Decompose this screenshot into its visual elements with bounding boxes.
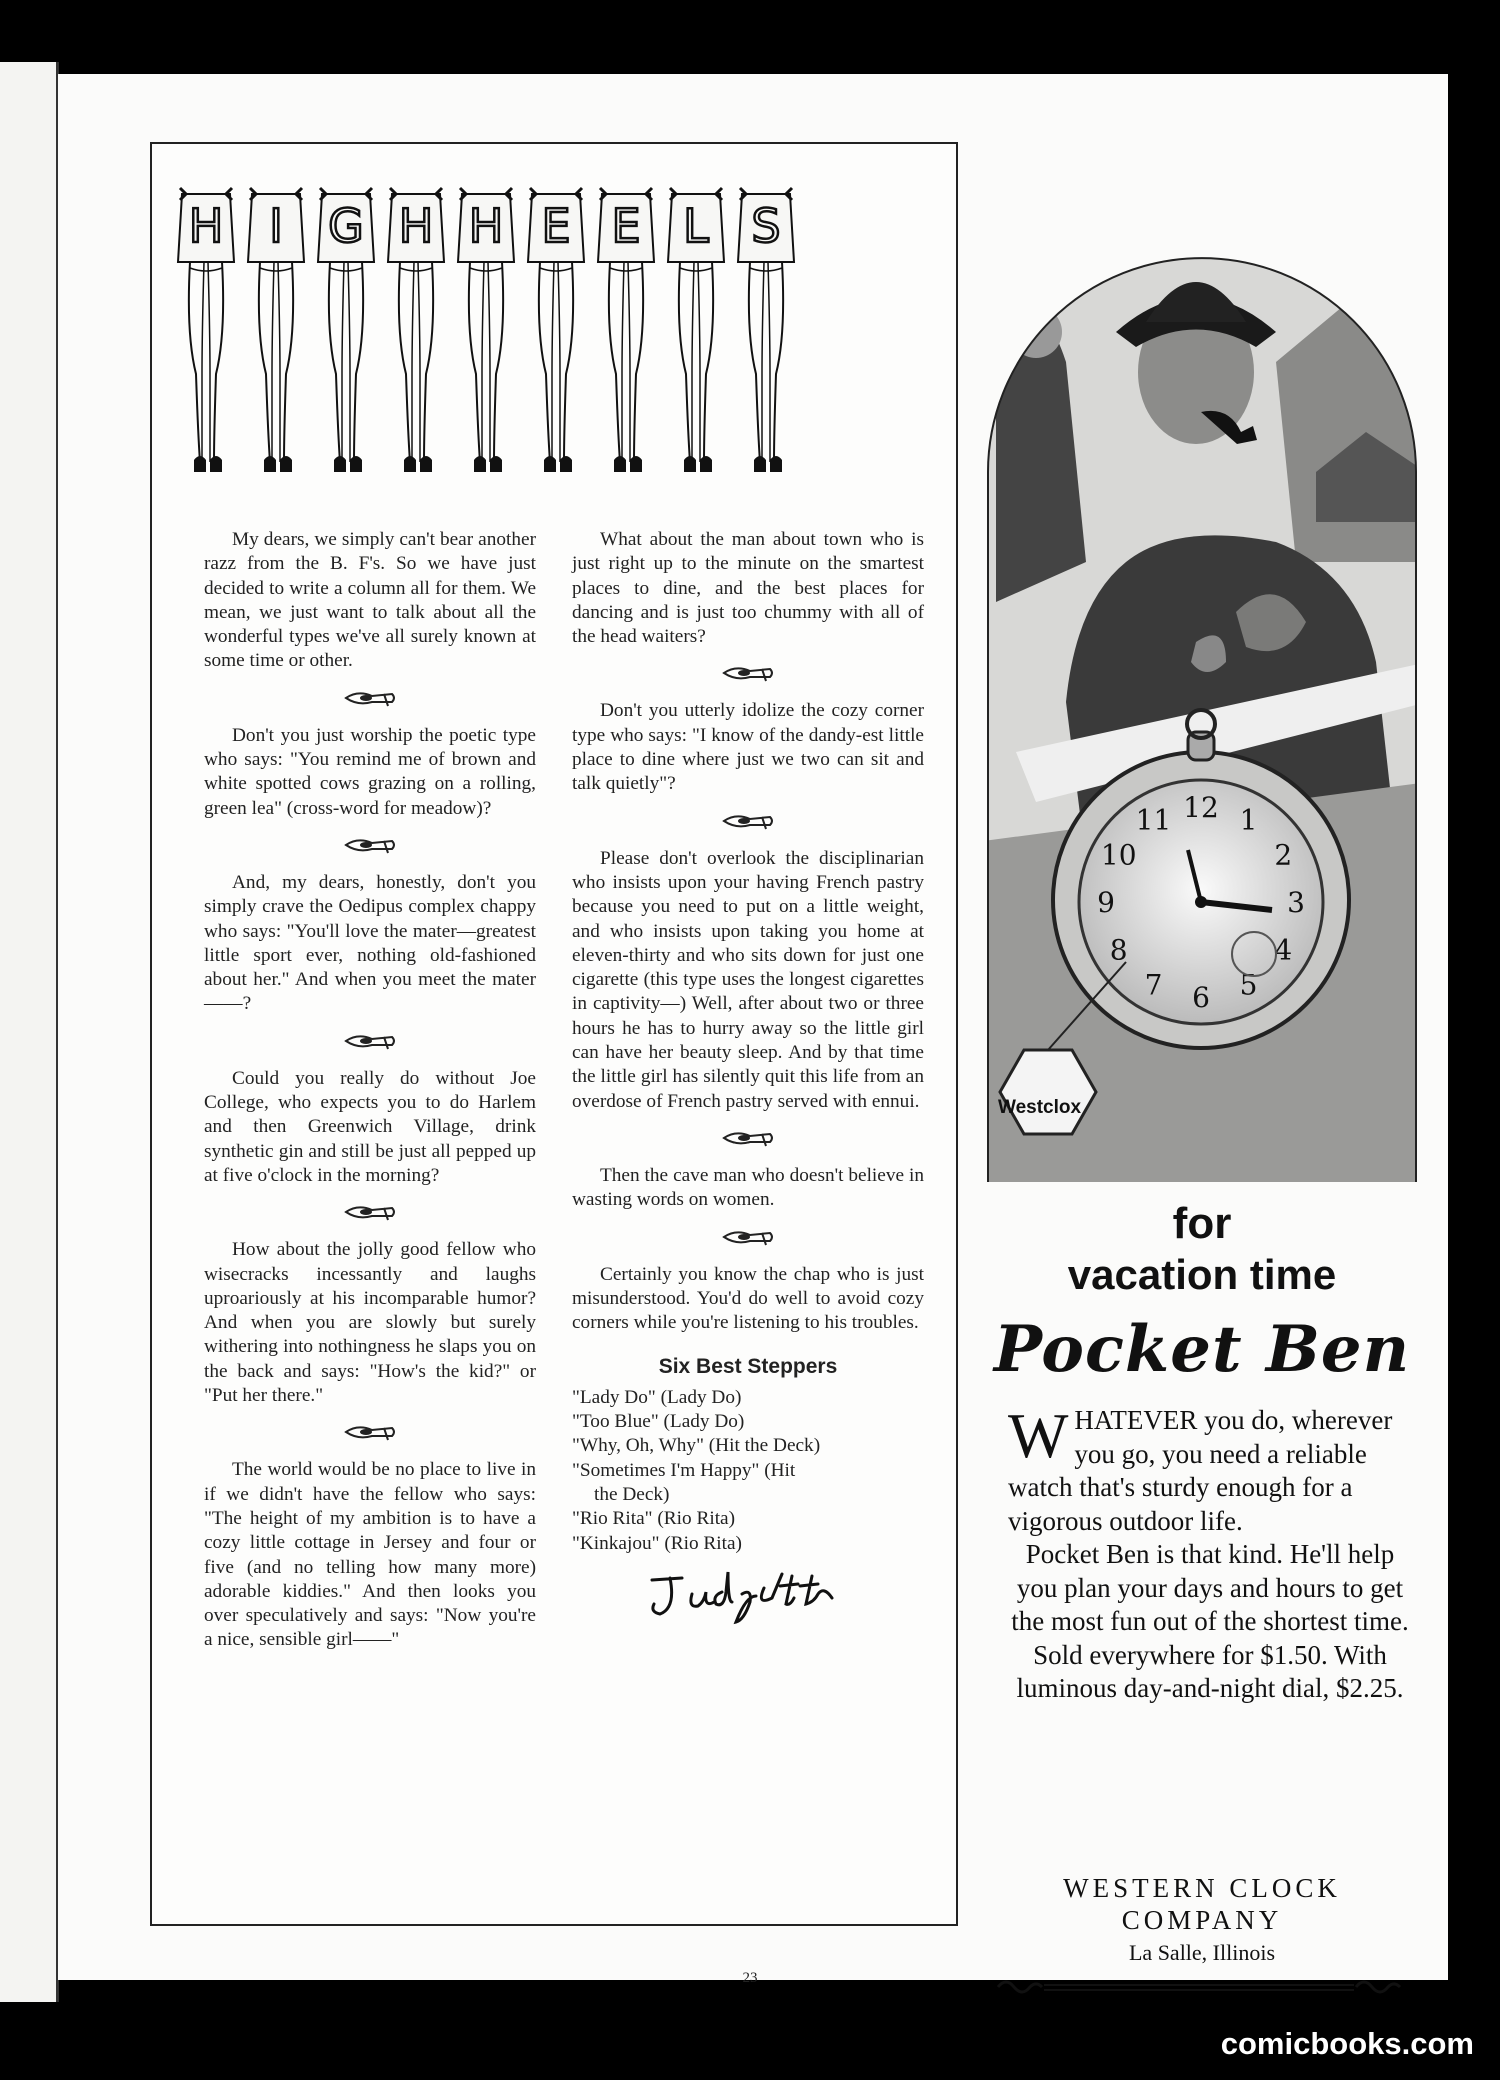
paragraph: Could you really do without Joe College, who expects you to do Harlem and then Greenwich Village, drink synthetic gin and still be just all pepped up at five o'clock in the morning? [204, 1067, 536, 1186]
stepper-item: "Why, Oh, Why" (Hit the Deck) [572, 1435, 821, 1457]
paragraph: Don't you utterly idolize the cozy corner type who says: "I know of the dandy-est little place to dine where just we two can sit and talk quietly"? [572, 700, 924, 795]
canoe-man-watch-illustration [976, 142, 1428, 1202]
column-two [572, 528, 924, 1628]
shoe-divider-icon [342, 1200, 398, 1224]
watch-numeral: 5 [1239, 968, 1258, 1002]
stepper-item: "Rio Rita" (Rio Rita) [572, 1508, 736, 1530]
watch-numeral: 11 [1135, 803, 1172, 837]
ad-heading-line1: for [1172, 1199, 1232, 1248]
watch-numeral: 1 [1239, 803, 1258, 837]
magazine-page [58, 74, 1448, 1980]
stepper-item: "Kinkajou" (Rio Rita) [572, 1532, 742, 1554]
stepper-item: "Sometimes I'm Happy" (Hit [572, 1459, 796, 1481]
company-city: La Salle, Illinois [1128, 1940, 1276, 1965]
paragraph: How about the jolly good fellow who wisecracks incessantly and laughs uproariously at his incomparable humor? And when you are slowly but surely withering into nothingness he slaps you on the back and says: "How's the kid?" or "Put her there." [204, 1239, 536, 1407]
shoe-divider-icon [342, 1420, 398, 1444]
judgette-signature [642, 1568, 862, 1628]
shoe-divider-icon [720, 1126, 776, 1150]
paragraph: Certainly you know the chap who is just misunderstood. You'd do well to avoid cozy corners while you're listening to his troubles. [572, 1263, 924, 1334]
drop-cap: W [1008, 1400, 1069, 1471]
ad-heading-line2: vacation time [1067, 1251, 1337, 1298]
paragraph: Please don't overlook the disciplinarian who insists upon your having French pastry because you need to put on a little weight, and who insists upon taking you home at eleven-thirty and who sits down for just one cigarette (this type uses the longest cigarettes in captivity—) Well, after about two or three hours he has to hurry away so the little girl can have her beauty sleep. And by that time the little girl has silently quit this life from an overdose of French pastry served with ennui. [572, 847, 924, 1112]
title-letter: G [328, 199, 364, 253]
watch-numeral: 4 [1274, 933, 1293, 967]
watch-numeral: 3 [1287, 886, 1305, 919]
westclox-tag-label: Westclox [998, 1097, 1082, 1118]
title-letter: S [751, 199, 781, 253]
watch-numeral: 8 [1109, 933, 1128, 967]
stepper-item: the Deck) [594, 1483, 670, 1505]
high-heels-header-illustration [152, 144, 960, 514]
watch-numeral: 9 [1097, 886, 1115, 919]
title-letter: I [269, 199, 283, 253]
shoe-divider-icon [720, 1225, 776, 1249]
paragraph: The world would be no place to live in if we didn't have the fellow who says: "The height of my ambition is to have a cozy little cottage in Jersey and four or five (and no telling how many more) adorable kiddies." And then looks you over speculatively and says: "Now you're a nice, sensible girl——" [204, 1459, 536, 1651]
pocket-ben-advertisement [976, 142, 1428, 1965]
watch-numeral: 7 [1144, 968, 1163, 1002]
page-number: 23 [742, 1970, 758, 1986]
stepper-item: "Lady Do" (Lady Do) [572, 1386, 742, 1408]
watch-numeral: 10 [1100, 838, 1137, 872]
facing-page-edge [0, 62, 59, 2002]
title-letter: L [683, 199, 709, 253]
ad-copy-paragraph-1: HATEVER you do, wherever you go, you need a reliable watch that's sturdy enough for a vigorous outdoor life. [1008, 1405, 1393, 1536]
high-heels-column [150, 142, 958, 1926]
title-letter: H [468, 199, 504, 253]
title-letter: H [398, 199, 434, 253]
ad-copy-paragraph-2: Pocket Ben is that kind. He'll help you plan your days and hours to get the most fun out of the shortest time. [1011, 1539, 1409, 1636]
shoe-divider-icon [720, 809, 776, 833]
ad-copy-paragraph-3: Sold everywhere for $1.50. With luminous day-and-night dial, $2.25. [1016, 1639, 1404, 1703]
title-letter: E [541, 199, 571, 253]
paragraph: Don't you just worship the poetic type who says: "You remind me of brown and white spotted cows grazing on a rolling, green lea" (cross-word for meadow)? [204, 724, 536, 819]
shoe-divider-icon [342, 686, 398, 710]
paragraph: Then the cave man who doesn't believe in wasting words on women. [572, 1164, 924, 1211]
pocket-ben-logo: Pocket Ben [993, 1312, 1411, 1387]
column-one [204, 528, 536, 1653]
steppers-heading: Six Best Steppers [658, 1355, 838, 1379]
ad-copy [1008, 1400, 1412, 1706]
title-letter: H [188, 199, 224, 253]
paragraph: And, my dears, honestly, don't you simply crave the Oedipus complex chappy who says: "You'll love the mater—greatest little sport ever, nothing old-fashioned about her." And when you meet the mater——? [204, 871, 536, 1015]
watch-numeral: 2 [1274, 838, 1293, 872]
watch-numeral: 12 [1183, 791, 1219, 824]
shoe-divider-icon [342, 833, 398, 857]
stepper-item: "Too Blue" (Lady Do) [572, 1411, 745, 1433]
company-name-line1: WESTERN CLOCK [1063, 1873, 1341, 1903]
shoe-divider-icon [342, 1029, 398, 1053]
paragraph: What about the man about town who is just right up to the minute on the smartest places to dine, and the best places for dancing and is just too chummy with all of the head waiters? [572, 529, 924, 648]
paragraph: My dears, we simply can't bear another razz from the B. F's. So we have just decided to write a column all for them. We mean, we just want to talk about all the wonderful types we've all surely known at some time or other. [204, 529, 536, 672]
watermark: comicbooks.com [1220, 2026, 1474, 2061]
title-letter: E [611, 199, 641, 253]
shoe-divider-icon [720, 661, 776, 685]
watch-numeral: 6 [1192, 981, 1210, 1014]
company-name-line2: COMPANY [1121, 1905, 1283, 1935]
